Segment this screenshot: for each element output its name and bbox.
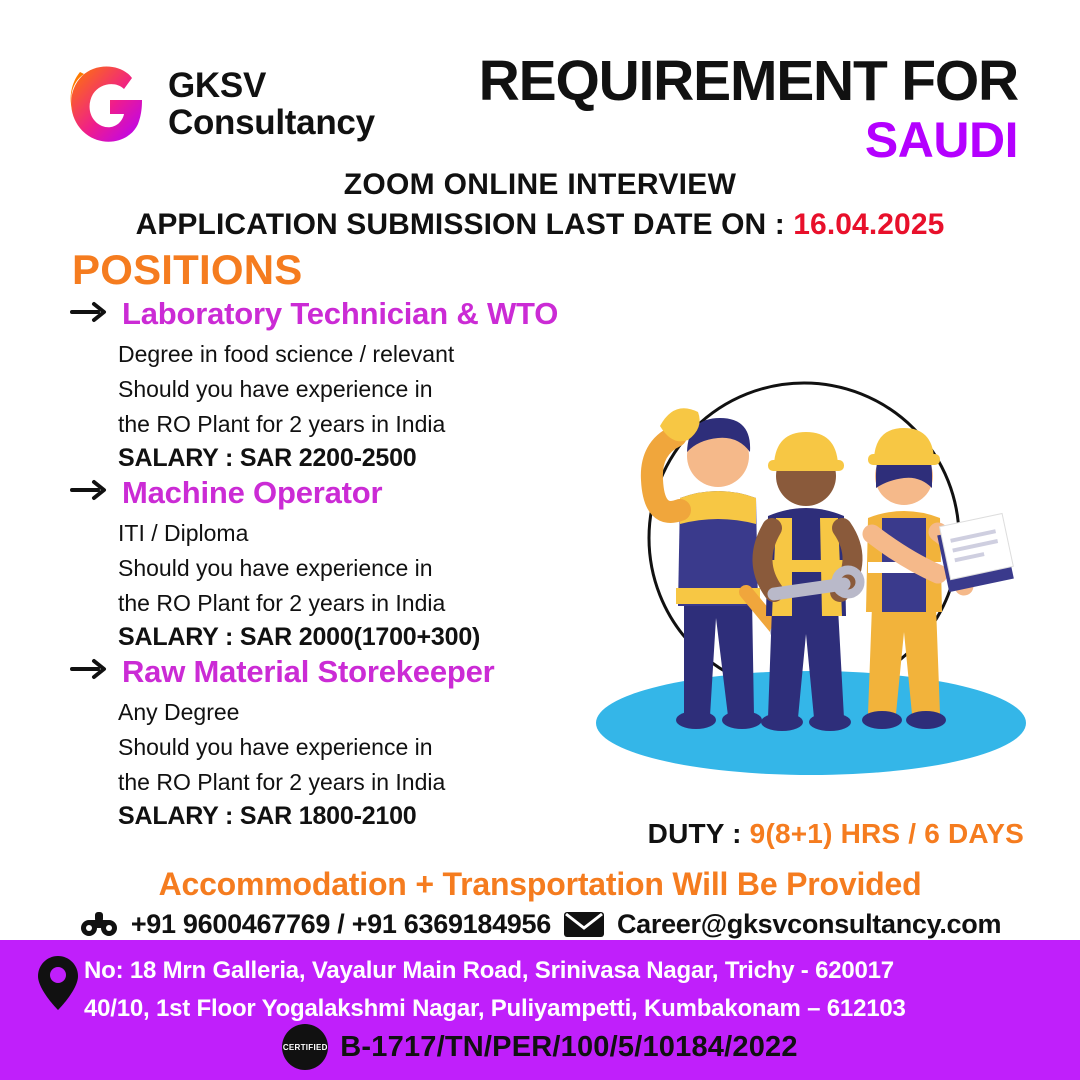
title-main: REQUIREMENT FOR (478, 49, 1018, 113)
positions-list (70, 296, 650, 833)
arrow-right-icon (70, 299, 110, 330)
arrow-right-icon (70, 477, 110, 508)
interview-banner (0, 168, 1080, 242)
position-title-row (70, 475, 650, 511)
address-line-1: No: 18 Mrn Galleria, Vayalur Main Road, Srinivasa Nagar, Trichy - 620017 (84, 957, 894, 984)
deadline-date: 16.04.2025 (793, 208, 945, 241)
registration-row (0, 1024, 1080, 1070)
position-experience-line1: Should you have experience in (118, 554, 433, 581)
location-pin-icon (36, 954, 80, 1017)
gksv-g-logo-icon (62, 56, 154, 152)
position-details (118, 337, 650, 473)
poster-header (0, 34, 1080, 174)
position-details (118, 516, 650, 652)
company-name-line1: GKSV (168, 65, 266, 105)
position-details (118, 695, 650, 831)
footer-bar (0, 940, 1080, 1080)
position-salary: SALARY : SAR 2200-2500 (118, 443, 417, 472)
position-qualification: Degree in food science / relevant (118, 341, 455, 367)
contact-email[interactable]: Career@gksvconsultancy.com (616, 908, 1002, 939)
position-qualification: Any Degree (118, 698, 240, 725)
certified-seal-icon: CERTIFIED (282, 1024, 328, 1070)
position-title-row (70, 654, 650, 690)
three-industrial-workers-illustration (576, 348, 1046, 798)
company-name-line2: Consultancy (168, 103, 375, 142)
position-experience-line2: the RO Plant for 2 years in India (118, 589, 446, 616)
interview-mode: ZOOM ONLINE INTERVIEW (343, 168, 737, 201)
position-experience-line1: Should you have experience in (118, 733, 433, 760)
duty-value: 9(8+1) HRS / 6 DAYS (749, 818, 1024, 849)
address-block (84, 952, 1044, 1029)
position-salary: SALARY : SAR 2000(1700+300) (118, 622, 481, 651)
position-title: Raw Material Storekeeper (122, 653, 495, 689)
position-experience-line1: Should you have experience in (118, 375, 433, 402)
duty-label: DUTY : (647, 818, 742, 849)
duty-row (648, 818, 1024, 850)
list-item (70, 475, 650, 652)
contact-row (0, 908, 1080, 940)
list-item (70, 296, 650, 473)
company-logo (62, 56, 375, 152)
title-country: SAUDI (864, 112, 1018, 169)
contact-phone[interactable]: +91 9600467769 / +91 6369184956 (130, 908, 551, 939)
registration-number: B-1717/TN/PER/100/5/10184/2022 (340, 1030, 798, 1063)
deadline-label: APPLICATION SUBMISSION LAST DATE ON : (135, 208, 785, 241)
telephone-icon (79, 908, 119, 940)
arrow-right-icon (70, 656, 110, 687)
position-experience-line2: the RO Plant for 2 years in India (118, 768, 446, 795)
position-title: Laboratory Technician & WTO (122, 296, 559, 331)
address-line-2: 40/10, 1st Floor Yogalakshmi Nagar, Puliyampetti, Kumbakonam – 612103 (84, 995, 906, 1023)
position-title: Machine Operator (122, 474, 383, 510)
list-item (70, 654, 650, 831)
deadline-row (0, 208, 1080, 242)
company-name (168, 67, 375, 141)
poster-title (478, 49, 1018, 169)
position-experience-line2: the RO Plant for 2 years in India (118, 410, 446, 437)
position-salary: SALARY : SAR 1800-2100 (118, 801, 417, 830)
position-title-row (70, 296, 650, 332)
positions-heading: POSITIONS (72, 246, 303, 293)
position-qualification: ITI / Diploma (118, 519, 249, 546)
envelope-icon (563, 909, 605, 939)
benefits-text: Accommodation + Transportation Will Be Provided (158, 866, 922, 902)
